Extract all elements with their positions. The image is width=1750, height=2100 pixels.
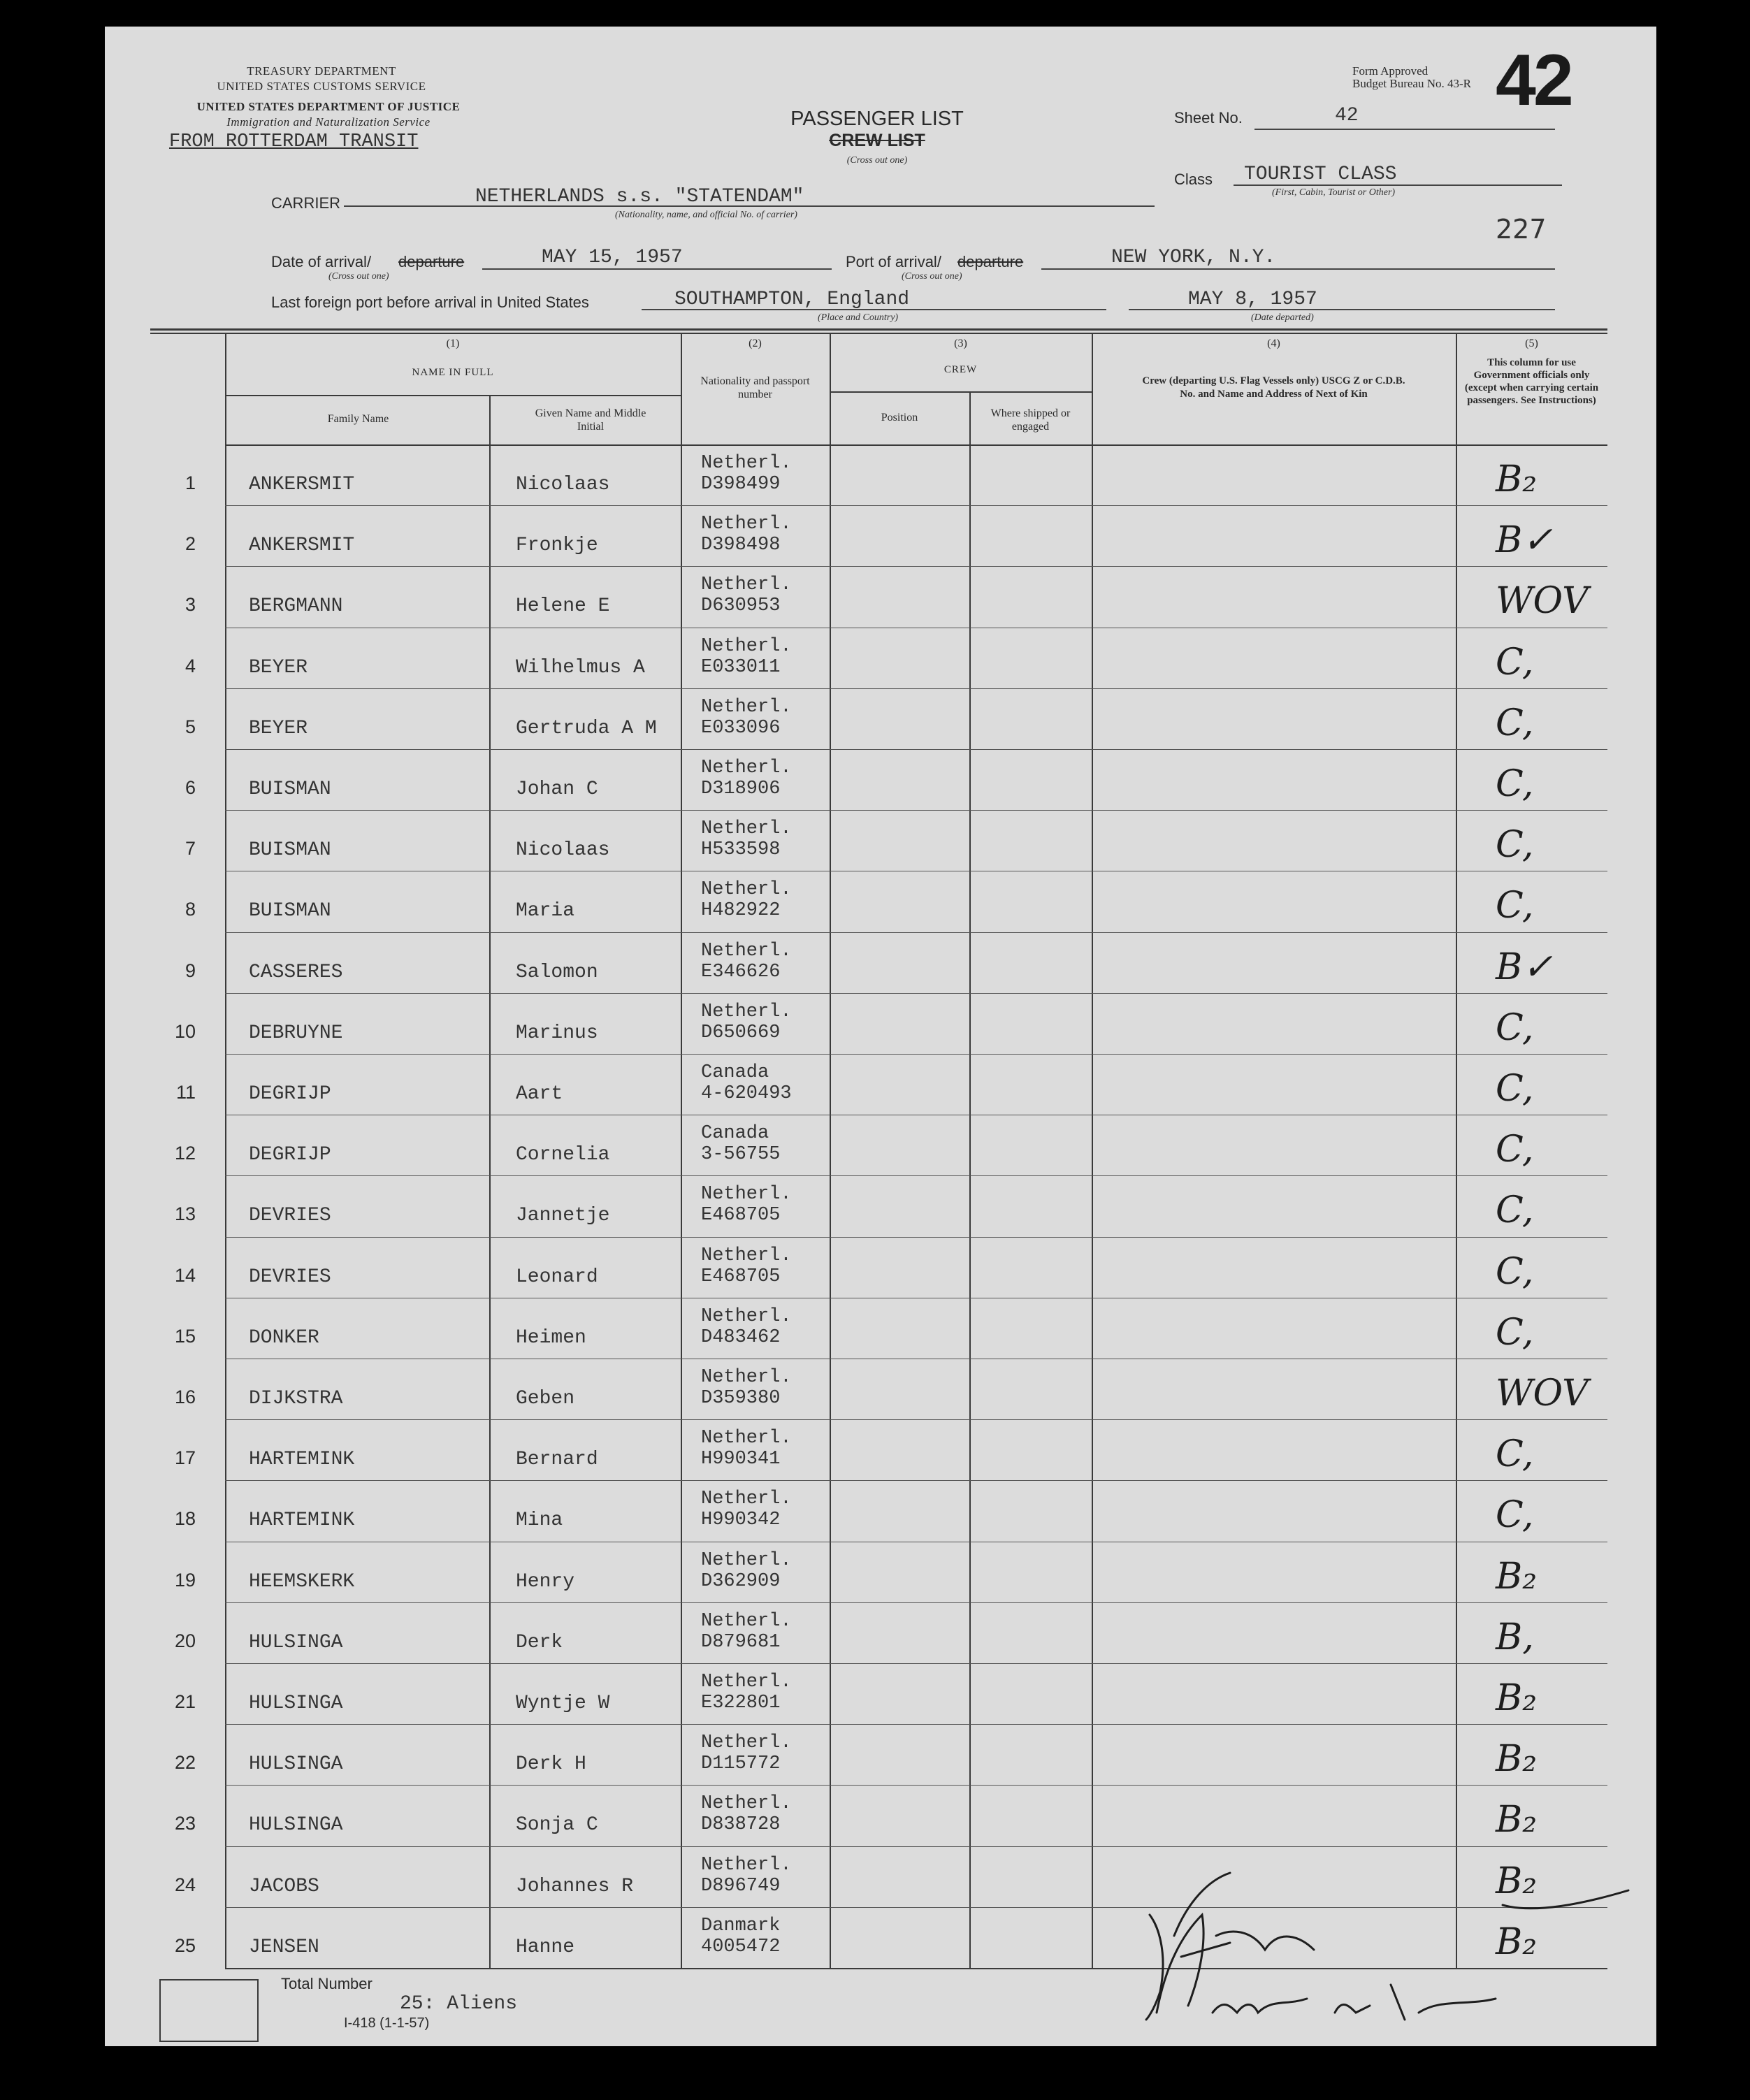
family-name: BUISMAN [249,779,331,800]
class-value: TOURIST CLASS [1244,164,1397,185]
family-name: BEYER [249,657,308,679]
given-name: Jannetje [516,1205,610,1226]
given-name: Sonja C [516,1814,598,1836]
nationality: Canada [701,1062,769,1083]
from-port-text: FROM ROTTERDAM TRANSIT [169,131,419,152]
row-number: 8 [185,899,196,920]
nationality: Netherl. [701,818,792,839]
row-number: 7 [185,838,196,859]
given-name: Johan C [516,779,598,800]
passport-number: 3-56755 [701,1144,781,1165]
row-number: 2 [185,533,196,554]
given-name: Heimen [516,1327,586,1349]
family-name: HULSINGA [249,1753,343,1775]
family-name: DEGRIJP [249,1144,331,1166]
family-name: HARTEMINK [249,1509,355,1531]
family-name: ANKERSMIT [249,535,355,556]
family-name: BUISMAN [249,839,331,861]
official-mark: C, [1496,1129,1534,1171]
nationality: Netherl. [701,1184,792,1205]
official-mark: C, [1496,642,1534,683]
family-name: BUISMAN [249,900,331,922]
passport-number: D879681 [701,1632,781,1653]
passport-number: 4-620493 [701,1083,792,1104]
given-name: Johannes R [516,1876,634,1897]
family-name: DONKER [249,1327,319,1349]
nationality: Netherl. [701,1611,792,1632]
passport-number: D650669 [701,1022,781,1043]
col3-number: (3) [954,338,967,349]
nationality: Netherl. [701,1001,792,1022]
nationality: Netherl. [701,1428,792,1449]
date-arrival-value: MAY 15, 1957 [542,247,683,268]
port-label: Port of arrival/ [846,253,941,270]
official-mark: C, [1496,1312,1534,1354]
col-crew-where: Where shipped or engaged [990,407,1071,433]
official-mark: B₂ [1496,1738,1538,1780]
row-number: 5 [185,716,196,737]
col4-number: (4) [1267,338,1280,349]
official-mark: C, [1496,1007,1534,1049]
row-number: 12 [174,1143,196,1164]
row-number: 6 [185,777,196,798]
passport-number: 4005472 [701,1936,781,1957]
nationality: Netherl. [701,453,792,474]
passport-number: E468705 [701,1266,781,1287]
official-mark: B₂ [1496,1860,1538,1902]
family-name: DEVRIES [249,1266,331,1288]
row-number: 18 [174,1508,196,1529]
given-name: Derk H [516,1753,586,1775]
date-arrival-label: Date of arrival/ [271,253,372,270]
passport-number: D896749 [701,1876,781,1897]
nationality: Netherl. [701,1855,792,1876]
family-name: HULSINGA [249,1693,343,1714]
given-name: Nicolaas [516,474,610,495]
total-number-label: Total Number [281,1975,373,1992]
row-number: 17 [174,1447,196,1468]
official-mark: WOV [1496,1373,1589,1414]
col1-title: NAME IN FULL [412,367,494,378]
given-name: Aart [516,1083,563,1105]
row-number: 4 [185,656,196,676]
family-name: DEGRIJP [249,1083,331,1105]
list-title: PASSENGER LIST [790,108,964,130]
given-name: Gertruda A M [516,718,657,739]
nationality: Danmark [701,1916,781,1936]
family-name: DEVRIES [249,1205,331,1226]
carrier-value: NETHERLANDS s.s. "STATENDAM" [475,186,804,208]
passport-number: D359380 [701,1388,781,1409]
passport-number: H482922 [701,900,781,921]
row-number: 24 [174,1874,196,1895]
nationality: Netherl. [701,1550,792,1571]
nationality: Netherl. [701,514,792,535]
port-departure-struck: departure [957,253,1024,270]
row-number: 9 [185,960,196,981]
row-number: 20 [174,1630,196,1651]
passport-number: E033011 [701,657,781,678]
given-name: Helene E [516,595,610,617]
nationality: Netherl. [701,941,792,962]
passport-number: D362909 [701,1571,781,1592]
row-number: 13 [174,1203,196,1224]
date-departed-value: MAY 8, 1957 [1188,289,1317,310]
nationality: Netherl. [701,1732,792,1753]
col-given-name: Given Name and Middle Initial [535,407,646,433]
official-mark: B₂ [1496,1677,1538,1719]
family-name: DIJKSTRA [249,1388,343,1410]
row-number: 25 [174,1935,196,1956]
row-number: 3 [185,594,196,615]
given-name: Mina [516,1509,563,1531]
official-mark: C, [1496,763,1534,805]
official-mark: B, [1496,1616,1534,1658]
passport-number: E322801 [701,1693,781,1714]
official-mark: C, [1496,1251,1534,1293]
nationality: Netherl. [701,636,792,657]
official-mark: C, [1496,1494,1534,1536]
col-crew-position: Position [881,412,918,423]
official-mark: B₂ [1496,458,1538,500]
cross-out-note: (Cross out one) [846,155,908,166]
row-number: 14 [174,1265,196,1286]
form-approved-line1: Form Approved [1352,64,1429,78]
given-name: Derk [516,1632,563,1653]
last-port-note: (Place and Country) [818,312,899,323]
carrier-label: CARRIER [271,194,341,212]
family-name: HARTEMINK [249,1449,355,1470]
col-family-name: Family Name [327,413,389,425]
passport-number: E468705 [701,1205,781,1226]
passport-number: D838728 [701,1814,781,1835]
family-name: CASSERES [249,962,343,983]
sheet-value: 42 [1335,105,1359,126]
passport-number: H533598 [701,839,781,860]
date-cross-note: (Cross out one) [328,271,389,282]
family-name: JACOBS [249,1876,319,1897]
row-number: 1 [185,472,196,493]
given-name: Wilhelmus A [516,657,645,679]
given-name: Geben [516,1388,575,1410]
official-mark: B✓ [1496,519,1553,561]
col2-number: (2) [749,338,762,349]
family-name: JENSEN [249,1936,319,1958]
sheet-label: Sheet No. [1174,109,1243,126]
total-number-value: 25: Aliens [400,1993,518,2015]
family-name: DEBRUYNE [249,1022,343,1044]
nationality: Netherl. [701,1672,792,1693]
col4-title: Crew (departing U.S. Flag Vessels only) USCG Z or C.D.B. No. and Name and Address of Next of Kin [1142,375,1405,400]
sheet-stamp-number: 42 [1496,40,1571,121]
official-mark: B₂ [1496,1556,1538,1598]
class-label: Class [1174,171,1213,188]
agency-line-justice: UNITED STATES DEPARTMENT OF JUSTICE [196,100,461,113]
official-mark: C, [1496,824,1534,866]
agency-line-treasury: TREASURY DEPARTMENT [247,64,396,78]
official-mark: B₂ [1496,1799,1538,1841]
row-number: 23 [174,1813,196,1834]
date-departed-note: (Date departed) [1251,312,1314,323]
port-value: NEW YORK, N.Y. [1111,247,1276,268]
row-number: 15 [174,1326,196,1347]
col5-number: (5) [1525,338,1538,349]
official-mark: WOV [1496,580,1589,622]
passport-number: E033096 [701,718,781,739]
crew-list-struck: CREW LIST [829,131,925,150]
last-port-label: Last foreign port before arrival in United States [271,294,589,311]
col2-title: Nationality and passport number [700,375,810,400]
passport-number: D398499 [701,474,781,495]
col1-number: (1) [446,338,460,349]
family-name: HULSINGA [249,1814,343,1836]
date-departure-struck: departure [398,253,465,270]
given-name: Leonard [516,1266,598,1288]
row-number: 21 [174,1691,196,1712]
family-name: BEYER [249,718,308,739]
passport-number: E346626 [701,962,781,983]
passport-number: D630953 [701,595,781,616]
agency-line-customs: UNITED STATES CUSTOMS SERVICE [217,80,426,93]
given-name: Wyntje W [516,1693,610,1714]
nationality: Netherl. [701,758,792,779]
official-mark: C, [1496,885,1534,927]
row-number: 11 [175,1082,196,1103]
family-name: HEEMSKERK [249,1571,355,1593]
passport-number: D398498 [701,535,781,556]
nationality: Netherl. [701,574,792,595]
given-name: Nicolaas [516,839,610,861]
official-mark: C, [1496,1068,1534,1110]
passport-number: D318906 [701,779,781,799]
nationality: Netherl. [701,1306,792,1327]
passport-number: H990341 [701,1449,781,1470]
family-name: BERGMANN [249,595,343,617]
agency-line-ins: Immigration and Naturalization Service [226,115,431,129]
given-name: Henry [516,1571,575,1593]
nationality: Netherl. [701,1793,792,1814]
carrier-note: (Nationality, name, and official No. of carrier) [615,210,797,220]
nationality: Netherl. [701,1245,792,1266]
form-code: I-418 (1-1-57) [344,2015,430,2031]
family-name: ANKERSMIT [249,474,355,495]
given-name: Fronkje [516,535,598,556]
port-cross-note: (Cross out one) [902,271,962,282]
given-name: Bernard [516,1449,598,1470]
given-name: Salomon [516,962,598,983]
row-number: 19 [174,1570,196,1591]
nationality: Canada [701,1123,769,1144]
col3-title: CREW [943,364,978,375]
official-mark: B₂ [1496,1921,1538,1963]
row-number: 22 [174,1752,196,1773]
row-number: 16 [174,1386,196,1407]
nationality: Netherl. [701,879,792,900]
passport-number: H990342 [701,1509,781,1530]
nationality: Netherl. [701,697,792,718]
given-name: Maria [516,900,575,922]
class-note: (First, Cabin, Tourist or Other) [1272,187,1396,198]
official-mark: C, [1496,1433,1534,1475]
passport-number: D483462 [701,1327,781,1348]
last-port-value: SOUTHAMPTON, England [674,289,910,310]
given-name: Marinus [516,1022,598,1044]
official-mark: C, [1496,1189,1534,1231]
nationality: Netherl. [701,1489,792,1509]
given-name: Cornelia [516,1144,610,1166]
official-mark: B✓ [1496,946,1553,988]
family-name: HULSINGA [249,1632,343,1653]
row-number: 10 [174,1021,196,1042]
nationality: Netherl. [701,1367,792,1388]
form-approved-line2: Budget Bureau No. 43-R [1352,77,1471,90]
given-name: Hanne [516,1936,575,1958]
official-mark: C, [1496,702,1534,744]
col5-title: This column for use Government officials only (except when carrying certain passengers. See Instructions) [1464,357,1599,406]
passport-number: D115772 [701,1753,781,1774]
handwritten-page-number: 227 [1496,214,1547,245]
